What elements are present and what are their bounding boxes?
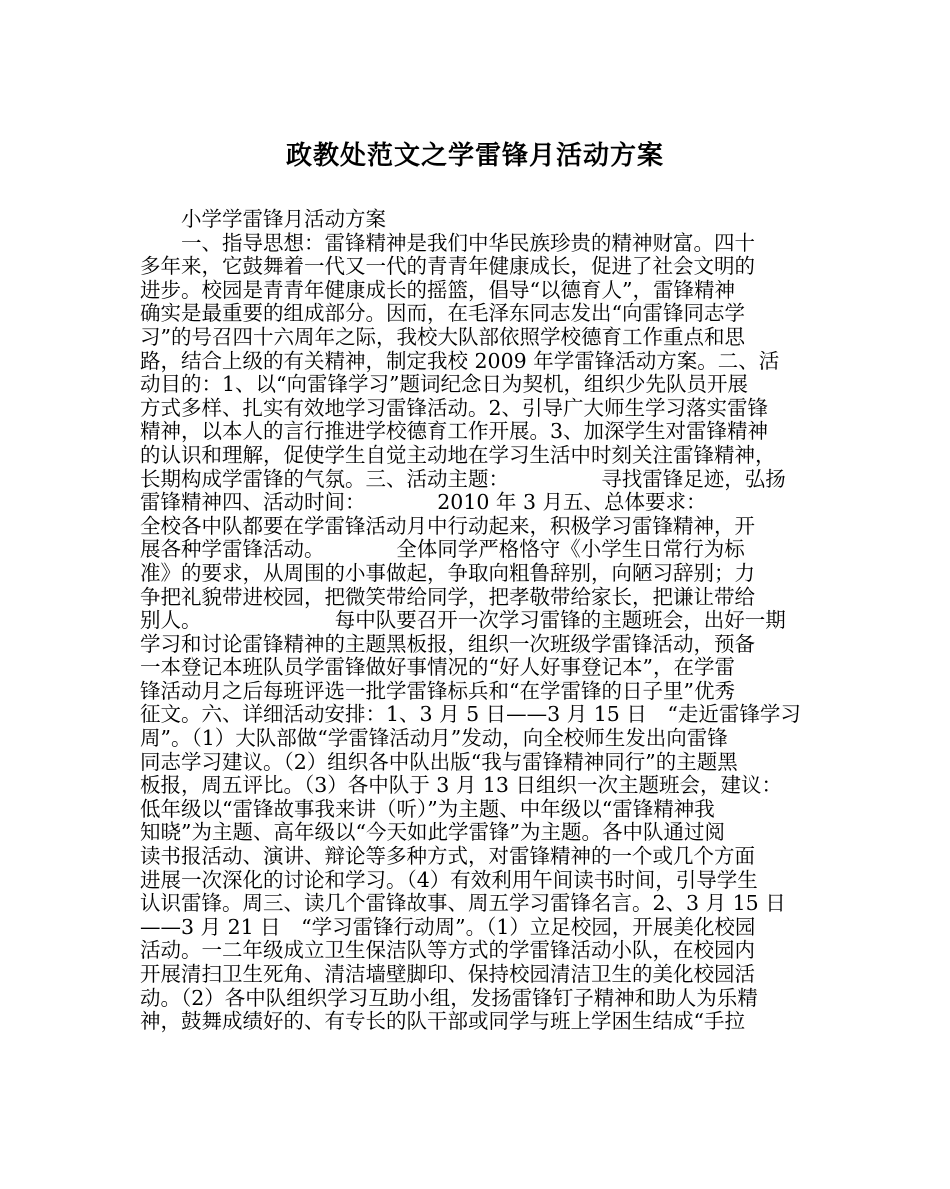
text-line: 一、指导思想：雷锋精神是我们中华民族珍贵的精神财富。四十 <box>181 231 755 255</box>
text-line: 神，鼓舞成绩好的、有专长的队干部或同学与班上学困生结成“手拉 <box>140 1010 745 1034</box>
text-line: 知晓”为主题、高年级以“今天如此学雷锋”为主题。各中队通过阅 <box>140 821 725 845</box>
text-line: 认识雷锋。周三、读几个雷锋故事、周五学习雷锋名言。2、3 月 15 日 <box>140 892 786 916</box>
text-line: 进步。校园是青青年健康成长的摇篮，倡导“以德育人”，雷锋精神 <box>140 278 735 302</box>
text-line: 进展一次深化的讨论和学习。（4）有效利用午间读书时间，引导学生 <box>140 868 758 892</box>
text-line: 低年级以“雷锋故事我来讲（听）”为主题、中年级以“雷锋精神我 <box>140 797 715 821</box>
text-line: 开展清扫卫生死角、清洁墙壁脚印、保持校园清洁卫生的美化校园活 <box>140 963 755 986</box>
text-line: 读书报活动、演讲、辩论等多种方式，对雷锋精神的一个或几个方面 <box>140 845 755 869</box>
text-line: 精神，以本人的言行推进学校德育工作开展。3、加深学生对雷锋精神 <box>140 420 769 444</box>
text-line: 的认识和理解，促使学生自觉主动地在学习生活中时刻关注雷锋精神， <box>140 443 776 467</box>
text-line: 习”的号召四十六周年之际，我校大队部依照学校德育工作重点和思 <box>140 325 745 349</box>
text-line: 展各种学雷锋活动。 全体同学严格恪守《小学生日常行为标 <box>140 538 745 562</box>
document-body <box>140 208 812 1034</box>
text-line: 活动。一二年级成立卫生保洁队等方式的学雷锋活动小队，在校园内 <box>140 939 755 963</box>
text-line: 征文。六、详细活动安排：1、3 月 5 日——3 月 15 日 “走近雷锋学习 <box>140 703 801 727</box>
text-line: 动。（2）各中队组织学习互助小组，发扬雷锋钉子精神和助人为乐精 <box>140 986 758 1010</box>
text-line: 雷锋精神四、活动时间： 2010 年 3 月五、总体要求： <box>140 491 707 515</box>
text-line: 路，结合上级的有关精神，制定我校 2009 年学雷锋活动方案。二、活 <box>140 349 780 373</box>
text-line: 小学学雷锋月活动方案 <box>181 208 386 231</box>
text-line: 同志学习建议。（2）组织各中队出版“我与雷锋精神同行”的主题黑 <box>140 750 738 774</box>
text-line: 别人。 每中队要召开一次学习雷锋的主题班会，出好一期 <box>140 609 786 633</box>
text-line: 动目的：1、以“向雷锋学习”题词纪念日为契机，组织少先队员开展 <box>140 373 749 397</box>
text-line: 板报，周五评比。（3）各中队于 3 月 13 日组织一次主题班会，建议： <box>140 774 782 798</box>
document-title: 政教处范文之学雷锋月活动方案 <box>285 141 664 171</box>
text-line: 准》的要求，从周围的小事做起，争取向粗鲁辞别，向陋习辞别；力 <box>140 561 755 585</box>
text-line: 全校各中队都要在学雷锋活动月中行动起来，积极学习雷锋精神，开 <box>140 514 755 538</box>
text-line: 学习和讨论雷锋精神的主题黑板报，组织一次班级学雷锋活动，预备 <box>140 632 755 656</box>
text-line: 确实是最重要的组成部分。因而，在毛泽东同志发出“向雷锋同志学 <box>140 302 745 326</box>
text-line: 多年来，它鼓舞着一代又一代的青青年健康成长，促进了社会文明的 <box>140 255 755 279</box>
text-line: ——3 月 21 日 “学习雷锋行动周”。（1）立足校园，开展美化校园 <box>140 915 756 939</box>
text-line: 争把礼貌带进校园，把微笑带给同学，把孝敬带给家长，把谦让带给 <box>140 585 755 609</box>
text-line: 锋活动月之后每班评选一批学雷锋标兵和“在学雷锋的日子里”优秀 <box>140 679 735 703</box>
text-line: 周”。（1）大队部做“学雷锋活动月”发动，向全校师生发出向雷锋 <box>140 727 728 751</box>
text-line: 长期构成学雷锋的气氛。三、活动主题： 寻找雷锋足迹，弘扬 <box>140 467 786 491</box>
text-line: 方式多样、扎实有效地学习雷锋活动。2、引导广大师生学习落实雷锋 <box>140 396 769 420</box>
text-line: 一本登记本班队员学雷锋做好事情况的“好人好事登记本”，在学雷 <box>140 656 735 680</box>
